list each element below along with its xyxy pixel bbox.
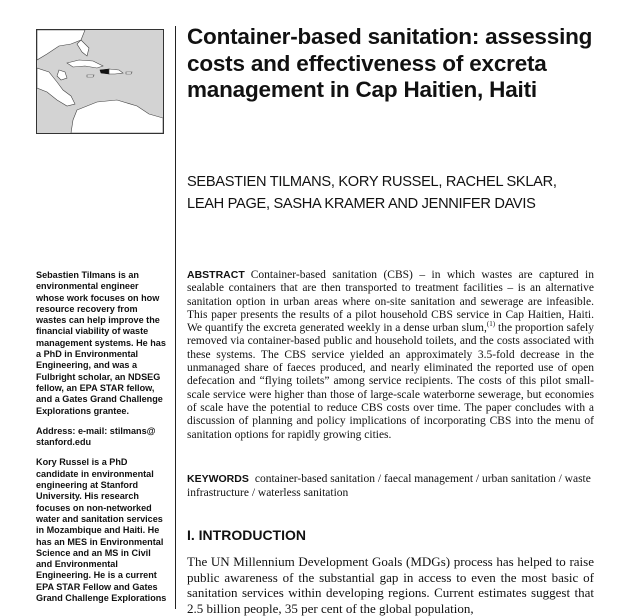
introduction-paragraph: The UN Millennium Development Goals (MDGs) process has helped to raise public awareness of the substantial gap in access to even the most basic of sanitation services within developing regions. Current estimates suggest that 2.5 billion people, 35 per cent of the global population, xyxy=(187,554,594,616)
author-address: Address: e-mail: stilmans@ stanford.edu xyxy=(36,425,156,448)
abstract-text-part1: Container-based sanitation (CBS) – in which wastes are captured in sealable containers that are then transported to treatment facilities – is an alternative sanitation option in urban areas where on-site sanitation and sewerage are infeasible. This paper presents the results of a pilot household CBS service in Cap Haitien, Haiti. We quantify the excreta generated weekly in a dense urban slum, xyxy=(187,269,594,335)
author-bio-tilmans: Sebastien Tilmans is an environmental engineer whose work focuses on how resource recovery from wastes can help improve the financial viability of waste management systems. He has a PhD in Environmental Engineering, and was a Fulbright scholar, an NDSEG fellow, an EPA STAR fellow, and a Gates Grand Challenge Explorations grantee. xyxy=(36,270,166,416)
footnote-marker: (1) xyxy=(486,320,496,329)
author-line-1: SEBASTIEN TILMANS, KORY RUSSEL, RACHEL SKLAR, xyxy=(187,174,557,190)
column-divider xyxy=(175,26,176,609)
author-list xyxy=(187,172,607,215)
abstract-text-part2: the proportion safely removed via container-based public and household toilets, and the costs associated with these systems. The CBS service yielded an approximately 3.5-fold decrease in the unmanaged share of faeces produced, and nearly eliminated the reported use of open defecation and “flying toilets” among service recipients. The costs of this pilot small-scale service were higher than those of large-scale waterborne sewerage, but economies of scale have the potential to reduce CBS costs over time. The paper concludes with a discussion of planning and policy implications of incorporating CBS into the menu of sanitation options for rapidly growing cities. xyxy=(187,322,594,441)
author-notes xyxy=(36,270,168,613)
keywords-label: KEYWORDS xyxy=(187,473,249,485)
author-bio-russel: Kory Russel is a PhD candidate in environmental engineering at Stanford University. His research focuses on non-networked water and sanitation services in Mozambique and Haiti. He has an MES in Environmental Science and an MS in Civil and Environmental Engineering. He is a current EPA STAR Fellow and Gates Grand Challenge Explorations xyxy=(36,457,167,604)
keywords-text: container-based sanitation / faecal management / urban sanitation / waste infrastructure / waterless sanitation xyxy=(187,473,591,499)
section-heading-introduction: I. INTRODUCTION xyxy=(187,527,306,543)
author-line-2: LEAH PAGE, SASHA KRAMER AND JENNIFER DAVIS xyxy=(187,195,536,212)
abstract xyxy=(187,269,594,442)
abstract-label: ABSTRACT xyxy=(187,269,245,281)
location-map xyxy=(36,29,164,134)
keywords xyxy=(187,472,594,500)
article-title: Container-based sanitation: assessing costs and effectiveness of excreta management in Cap Haitien, Haiti xyxy=(187,24,593,102)
